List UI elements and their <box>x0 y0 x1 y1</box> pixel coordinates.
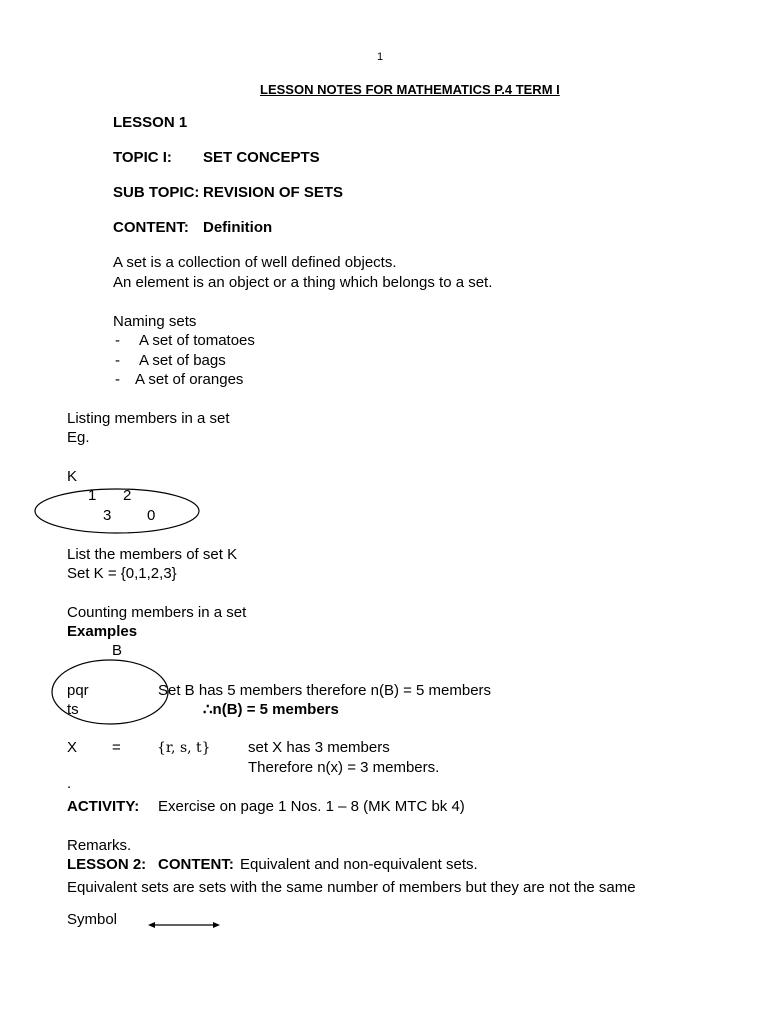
set-k-member: 3 <box>103 507 112 524</box>
set-b-statement: Set B has 5 members therefore n(B) = 5 members <box>158 682 492 699</box>
lesson2-definition: Equivalent sets are sets with the same number of members but they are not the same <box>67 879 636 896</box>
set-x-label: X <box>67 739 78 756</box>
set-k-answer: Set K = {0,1,2,3} <box>67 565 177 582</box>
definition-set: A set is a collection of well defined objects. <box>113 254 397 271</box>
activity-label: ACTIVITY: <box>67 798 140 815</box>
naming-item-dash: - <box>115 332 120 349</box>
examples-label: Examples <box>67 623 138 640</box>
set-k-member: 1 <box>88 487 97 504</box>
set-b-label: B <box>112 642 123 659</box>
set-k-member: 0 <box>147 507 156 524</box>
topic-label: TOPIC I: <box>113 149 172 166</box>
set-b-conclusion: ∴n(B) = 5 members <box>203 701 339 718</box>
set-k-label: K <box>67 468 78 485</box>
lesson2-content-value: Equivalent and non-equivalent sets. <box>240 856 478 873</box>
naming-item: A set of tomatoes <box>139 332 255 349</box>
naming-heading: Naming sets <box>113 313 197 330</box>
counting-heading: Counting members in a set <box>67 604 247 621</box>
list-instruction: List the members of set K <box>67 546 238 563</box>
definition-element: An element is an object or a thing which belongs to a set. <box>113 274 493 291</box>
symbol-label: Symbol <box>67 911 118 928</box>
double-arrow-icon <box>148 922 220 928</box>
page-title: LESSON NOTES FOR MATHEMATICS P.4 TERM I <box>260 82 560 97</box>
set-b-members-line: pqr <box>67 682 89 699</box>
lesson1-heading: LESSON 1 <box>113 114 188 131</box>
eg-label: Eg. <box>67 429 90 446</box>
set-x-equals: = <box>112 739 121 756</box>
naming-item-dash: - <box>115 352 120 369</box>
set-x-conclusion: Therefore n(x) = 3 members. <box>248 759 440 776</box>
content-value: Definition <box>203 219 273 236</box>
set-x-members: {r, s, t} <box>157 740 211 756</box>
subtopic-value: REVISION OF SETS <box>203 184 344 201</box>
content-label: CONTENT: <box>113 219 189 236</box>
activity-text: Exercise on page 1 Nos. 1 – 8 (MK MTC bk 4) <box>158 798 465 815</box>
subtopic-label: SUB TOPIC: <box>113 184 200 201</box>
set-k-member: 2 <box>123 487 132 504</box>
remarks-label: Remarks. <box>67 837 132 854</box>
naming-item: A set of bags <box>139 352 226 369</box>
page-number: 1 <box>377 51 384 63</box>
listing-heading: Listing members in a set <box>67 410 230 427</box>
stray-dot: . <box>67 775 72 792</box>
set-k-ellipse <box>35 489 199 533</box>
set-b-members-line: ts <box>67 701 79 718</box>
lesson2-content-label: CONTENT: <box>158 856 234 873</box>
topic-value: SET CONCEPTS <box>203 149 320 166</box>
lesson2-heading: LESSON 2: <box>67 856 147 873</box>
set-x-statement: set X has 3 members <box>248 739 390 756</box>
naming-item-dash: - <box>115 371 120 388</box>
naming-item: A set of oranges <box>135 371 244 388</box>
